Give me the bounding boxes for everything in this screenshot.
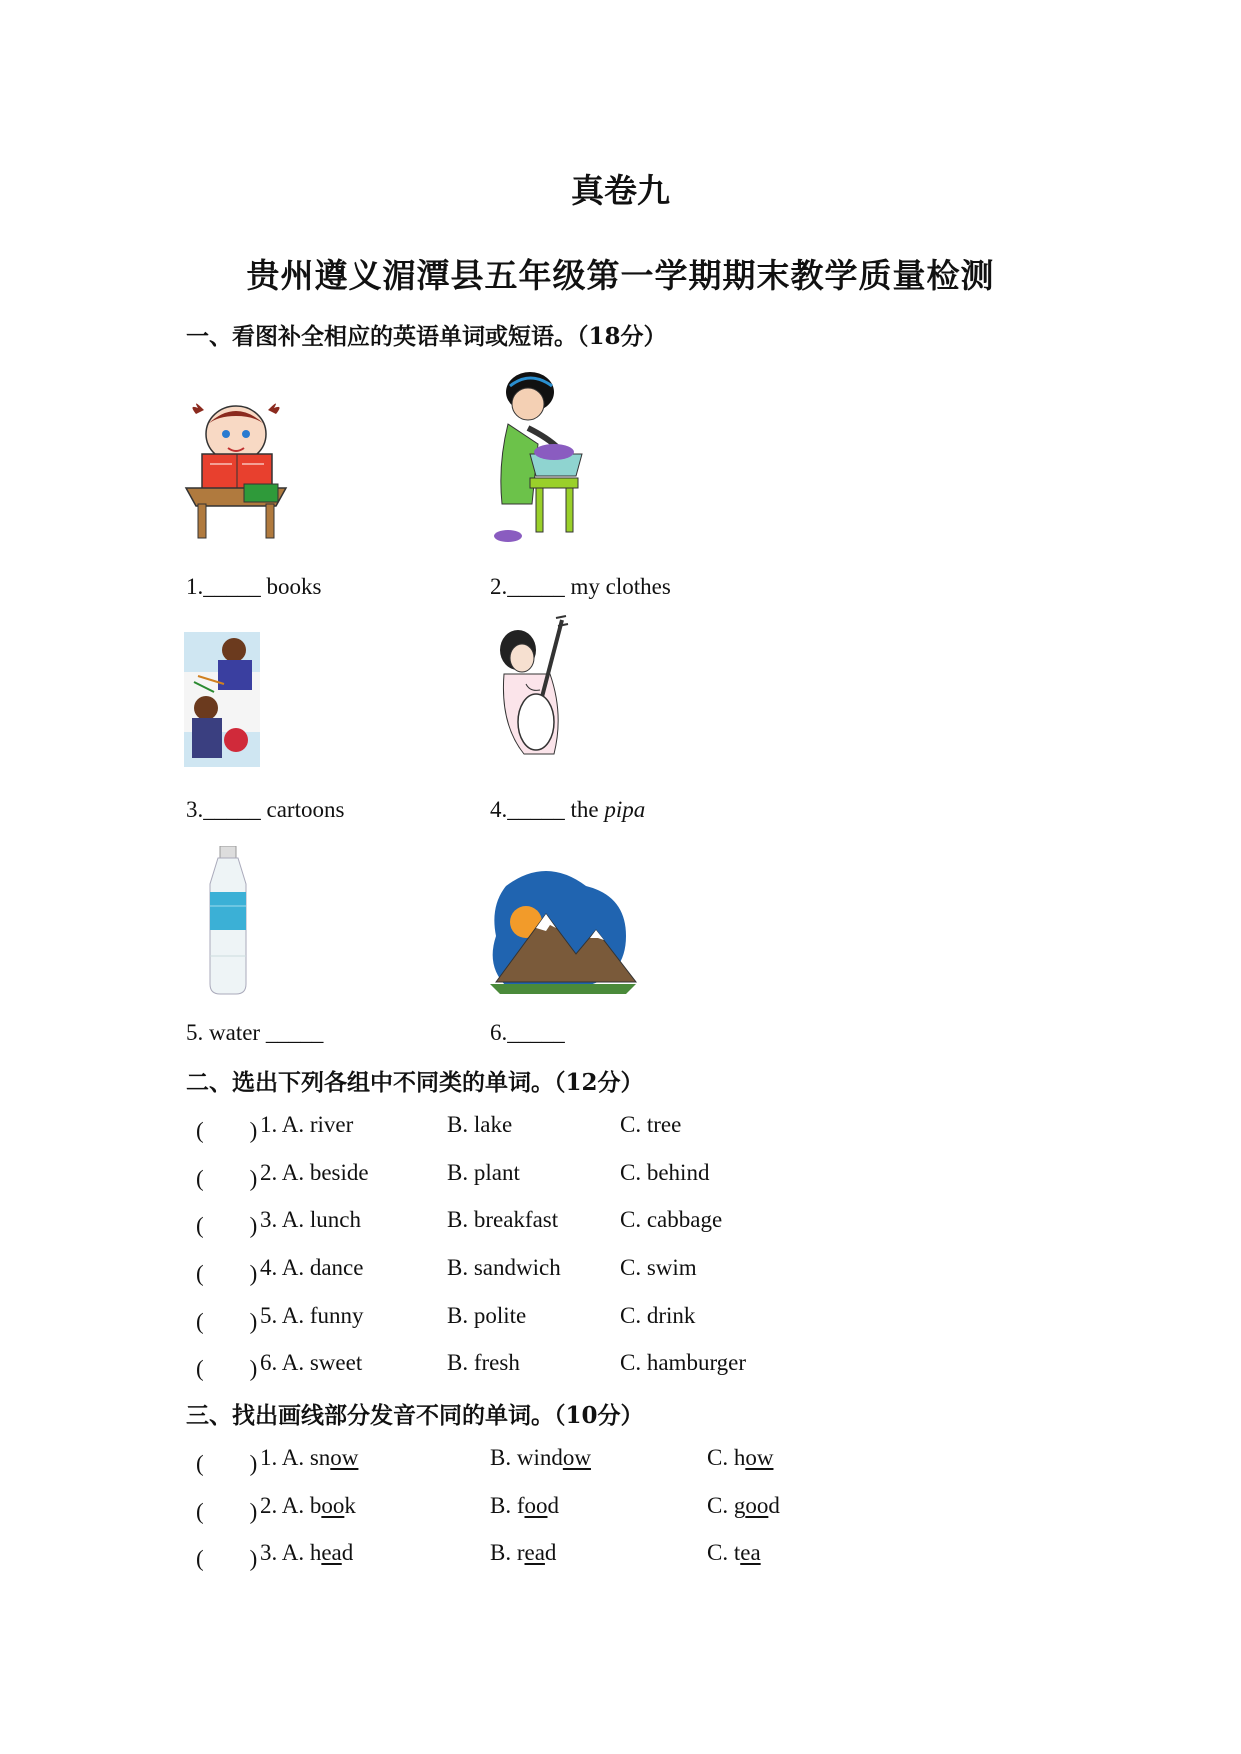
- s3-row-2: ( ): [196, 1499, 258, 1524]
- s2-row-2-b: B. plant: [447, 1160, 520, 1185]
- caption-6: 6._____: [490, 1020, 565, 1045]
- caption-3: 3._____ cartoons: [186, 797, 345, 822]
- s2-row-6-b: B. fresh: [447, 1350, 520, 1375]
- s2-row-4-b: B. sandwich: [447, 1255, 561, 1280]
- s2-row-4-a: 4. A. dance: [260, 1255, 364, 1280]
- section2-heading: 二、选出下列各组中不同类的单词。（12分）: [186, 1069, 644, 1096]
- s2-row-3-a: 3. A. lunch: [260, 1207, 361, 1232]
- s2-row-1-b: B. lake: [447, 1112, 513, 1137]
- exam-title: 贵州遵义湄潭县五年级第一学期期末教学质量检测: [246, 256, 995, 295]
- s3-row-3: ( ): [196, 1546, 258, 1571]
- kids-drawing-cartoons-image: [184, 632, 260, 767]
- s2-row-3: ( ): [196, 1213, 258, 1238]
- s3-row-3-c: C. tea: [707, 1540, 761, 1565]
- s2-row-1-c: C. tree: [620, 1112, 682, 1137]
- s3-row-1-c: C. how: [707, 1445, 774, 1470]
- s3-row-2-b: B. food: [490, 1493, 559, 1518]
- s2-row-4-c: C. swim: [620, 1255, 697, 1280]
- s2-row-5: ( ): [196, 1309, 258, 1334]
- s2-row-2-c: C. behind: [620, 1160, 710, 1185]
- water-bottle-image: [205, 846, 251, 996]
- caption-4: 4._____ the pipa: [490, 797, 646, 822]
- s2-row-6-c: C. hamburger: [620, 1350, 747, 1375]
- s2-row-6-a: 6. A. sweet: [260, 1350, 363, 1375]
- s2-row-2: ( ): [196, 1166, 258, 1191]
- s2-row-4: ( ): [196, 1261, 258, 1286]
- caption-5: 5. water _____: [186, 1020, 324, 1045]
- section3-heading: 三、找出画线部分发音不同的单词。（10分）: [186, 1402, 644, 1429]
- s2-row-1: ( ): [196, 1118, 258, 1143]
- exam-label: 真卷九: [571, 171, 670, 210]
- s2-row-2-a: 2. A. beside: [260, 1160, 369, 1185]
- section1-heading: 一、看图补全相应的英语单词或短语。（18分）: [186, 323, 667, 350]
- s3-row-2-a: 2. A. book: [260, 1493, 356, 1518]
- s2-row-3-b: B. breakfast: [447, 1207, 559, 1232]
- s2-row-5-a: 5. A. funny: [260, 1303, 364, 1328]
- girl-washing-clothes-image: [488, 368, 586, 550]
- s3-row-3-a: 3. A. head: [260, 1540, 354, 1565]
- s3-row-1-a: 1. A. snow: [260, 1445, 359, 1470]
- s3-row-2-c: C. good: [707, 1493, 780, 1518]
- s2-row-3-c: C. cabbage: [620, 1207, 723, 1232]
- caption-2: 2._____ my clothes: [490, 574, 671, 599]
- s2-row-6: ( ): [196, 1356, 258, 1381]
- girl-playing-pipa-image: [490, 614, 582, 764]
- s2-row-5-b: B. polite: [447, 1303, 527, 1328]
- s2-row-5-c: C. drink: [620, 1303, 696, 1328]
- mountains-sun-image: [486, 866, 640, 1000]
- s3-row-1: ( ): [196, 1451, 258, 1476]
- caption-1: 1._____ books: [186, 574, 322, 599]
- s3-row-1-b: B. window: [490, 1445, 591, 1470]
- girl-reading-book-image: [184, 392, 288, 544]
- s2-row-1-a: 1. A. river: [260, 1112, 354, 1137]
- s3-row-3-b: B. read: [490, 1540, 557, 1565]
